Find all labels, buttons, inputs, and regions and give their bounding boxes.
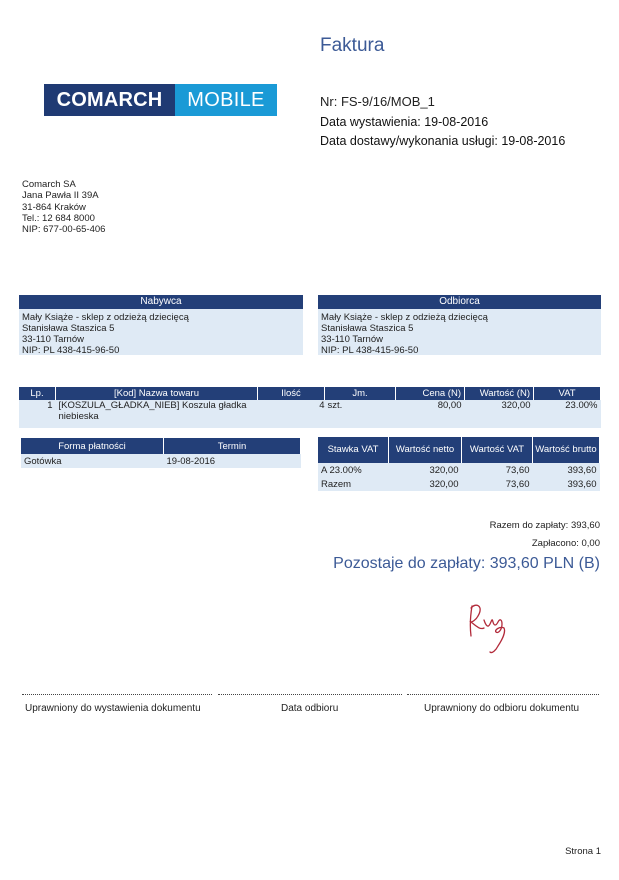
buyer-nip: NIP: PL 438-415-96-50 <box>22 345 120 356</box>
col-name: [Kod] Nazwa towaru <box>56 387 258 400</box>
payment-header-row <box>21 438 301 454</box>
item-name: [KOSZULA_GŁADKA_NIEB] Koszula gładka niebieska <box>56 400 258 428</box>
vat-total-net: 320,00 <box>389 477 462 491</box>
recipient-nip: NIP: PL 438-415-96-50 <box>321 345 419 356</box>
payment-form: Gotówka <box>21 454 164 468</box>
item-lp: 1 <box>19 400 56 428</box>
table-row <box>19 400 601 428</box>
recipient-details <box>318 309 601 355</box>
delivery-date: Data dostawy/wykonania usługi: 19-08-2016 <box>320 134 566 148</box>
item-unit: szt. <box>325 400 396 428</box>
vat-net: 320,00 <box>389 463 462 477</box>
items-header-row <box>19 387 601 400</box>
buyer-city: 33-110 Tarnów <box>22 334 84 345</box>
recipient-street: Stanisława Staszica 5 <box>321 323 414 334</box>
col-lp: Lp. <box>19 387 56 400</box>
receiver-label: Uprawniony do odbioru dokumentu <box>424 703 580 714</box>
col-unit: Jm. <box>325 387 396 400</box>
table-row <box>318 477 600 491</box>
recipient-city: 33-110 Tarnów <box>321 334 383 345</box>
seller-name: Comarch SA <box>22 179 76 190</box>
vat-gross: 393,60 <box>533 463 600 477</box>
item-value: 320,00 <box>465 400 534 428</box>
table-row <box>318 463 600 477</box>
issuer-label: Uprawniony do wystawienia dokumentu <box>25 703 201 714</box>
seller-city: 31-864 Kraków <box>22 201 86 213</box>
comarch-mobile-logo <box>44 84 277 116</box>
col-vat-rate: Stawka VAT <box>318 437 389 463</box>
col-price: Cena (N) <box>396 387 465 400</box>
seller-street: Jana Pawła II 39A <box>22 190 99 202</box>
seller-phone: Tel.: 12 684 8000 <box>22 212 95 224</box>
col-qty: Ilość <box>258 387 325 400</box>
buyer-street: Stanisława Staszica 5 <box>22 323 115 334</box>
buyer-box <box>19 295 303 355</box>
recipient-name: Mały Książe - sklep z odzieżą dziecięcą <box>321 312 488 323</box>
logo-comarch: COMARCH <box>44 84 175 116</box>
invoice-number: Nr: FS-9/16/MOB_1 <box>320 94 435 109</box>
table-row <box>21 454 301 468</box>
vat-total-label: Razem <box>318 477 389 491</box>
buyer-name: Mały Książe - sklep z odzieżą dziecięcą <box>22 312 189 323</box>
items-table <box>19 387 601 428</box>
handwritten-signature <box>462 598 518 658</box>
page-number: Strona 1 <box>565 846 601 857</box>
issuer-signature-line <box>22 694 212 695</box>
vat-rate: A 23.00% <box>318 463 389 477</box>
col-payment-term: Termin <box>164 438 301 454</box>
document-title: Faktura <box>320 35 385 56</box>
logo-mobile: MOBILE <box>175 84 277 116</box>
receiver-signature-line <box>407 694 599 695</box>
vat-header-row <box>318 437 600 463</box>
vat-summary-table <box>318 437 600 491</box>
vat-value: 73,60 <box>462 463 533 477</box>
amount-paid: Zapłacono: 0,00 <box>531 538 600 549</box>
buyer-details <box>19 309 303 355</box>
col-value: Wartość (N) <box>465 387 534 400</box>
col-payment-form: Forma płatności <box>21 438 164 454</box>
vat-total-vat: 73,60 <box>462 477 533 491</box>
amount-remaining: Pozostaje do zapłaty: 393,60 PLN (B) <box>333 555 600 572</box>
issue-date: Data wystawienia: 19-08-2016 <box>320 115 489 129</box>
seller-address <box>22 179 105 235</box>
seller-nip: NIP: 677-00-65-406 <box>22 224 106 236</box>
payment-term: 19-08-2016 <box>164 454 301 468</box>
col-vat-gross: Wartość brutto <box>533 437 600 463</box>
item-price: 80,00 <box>396 400 465 428</box>
receipt-date-label: Data odbioru <box>281 703 339 714</box>
item-vat: 23.00% <box>534 400 601 428</box>
recipient-box <box>318 295 601 355</box>
receipt-date-line <box>218 694 402 695</box>
col-vat: VAT <box>534 387 601 400</box>
col-vat-value: Wartość VAT <box>462 437 533 463</box>
item-qty: 4 <box>258 400 325 428</box>
vat-total-gross: 393,60 <box>533 477 600 491</box>
payment-table <box>21 438 301 468</box>
buyer-heading: Nabywca <box>19 295 303 309</box>
recipient-heading: Odbiorca <box>318 295 601 309</box>
col-vat-net: Wartość netto <box>389 437 462 463</box>
total-to-pay: Razem do zapłaty: 393,60 <box>489 520 600 531</box>
